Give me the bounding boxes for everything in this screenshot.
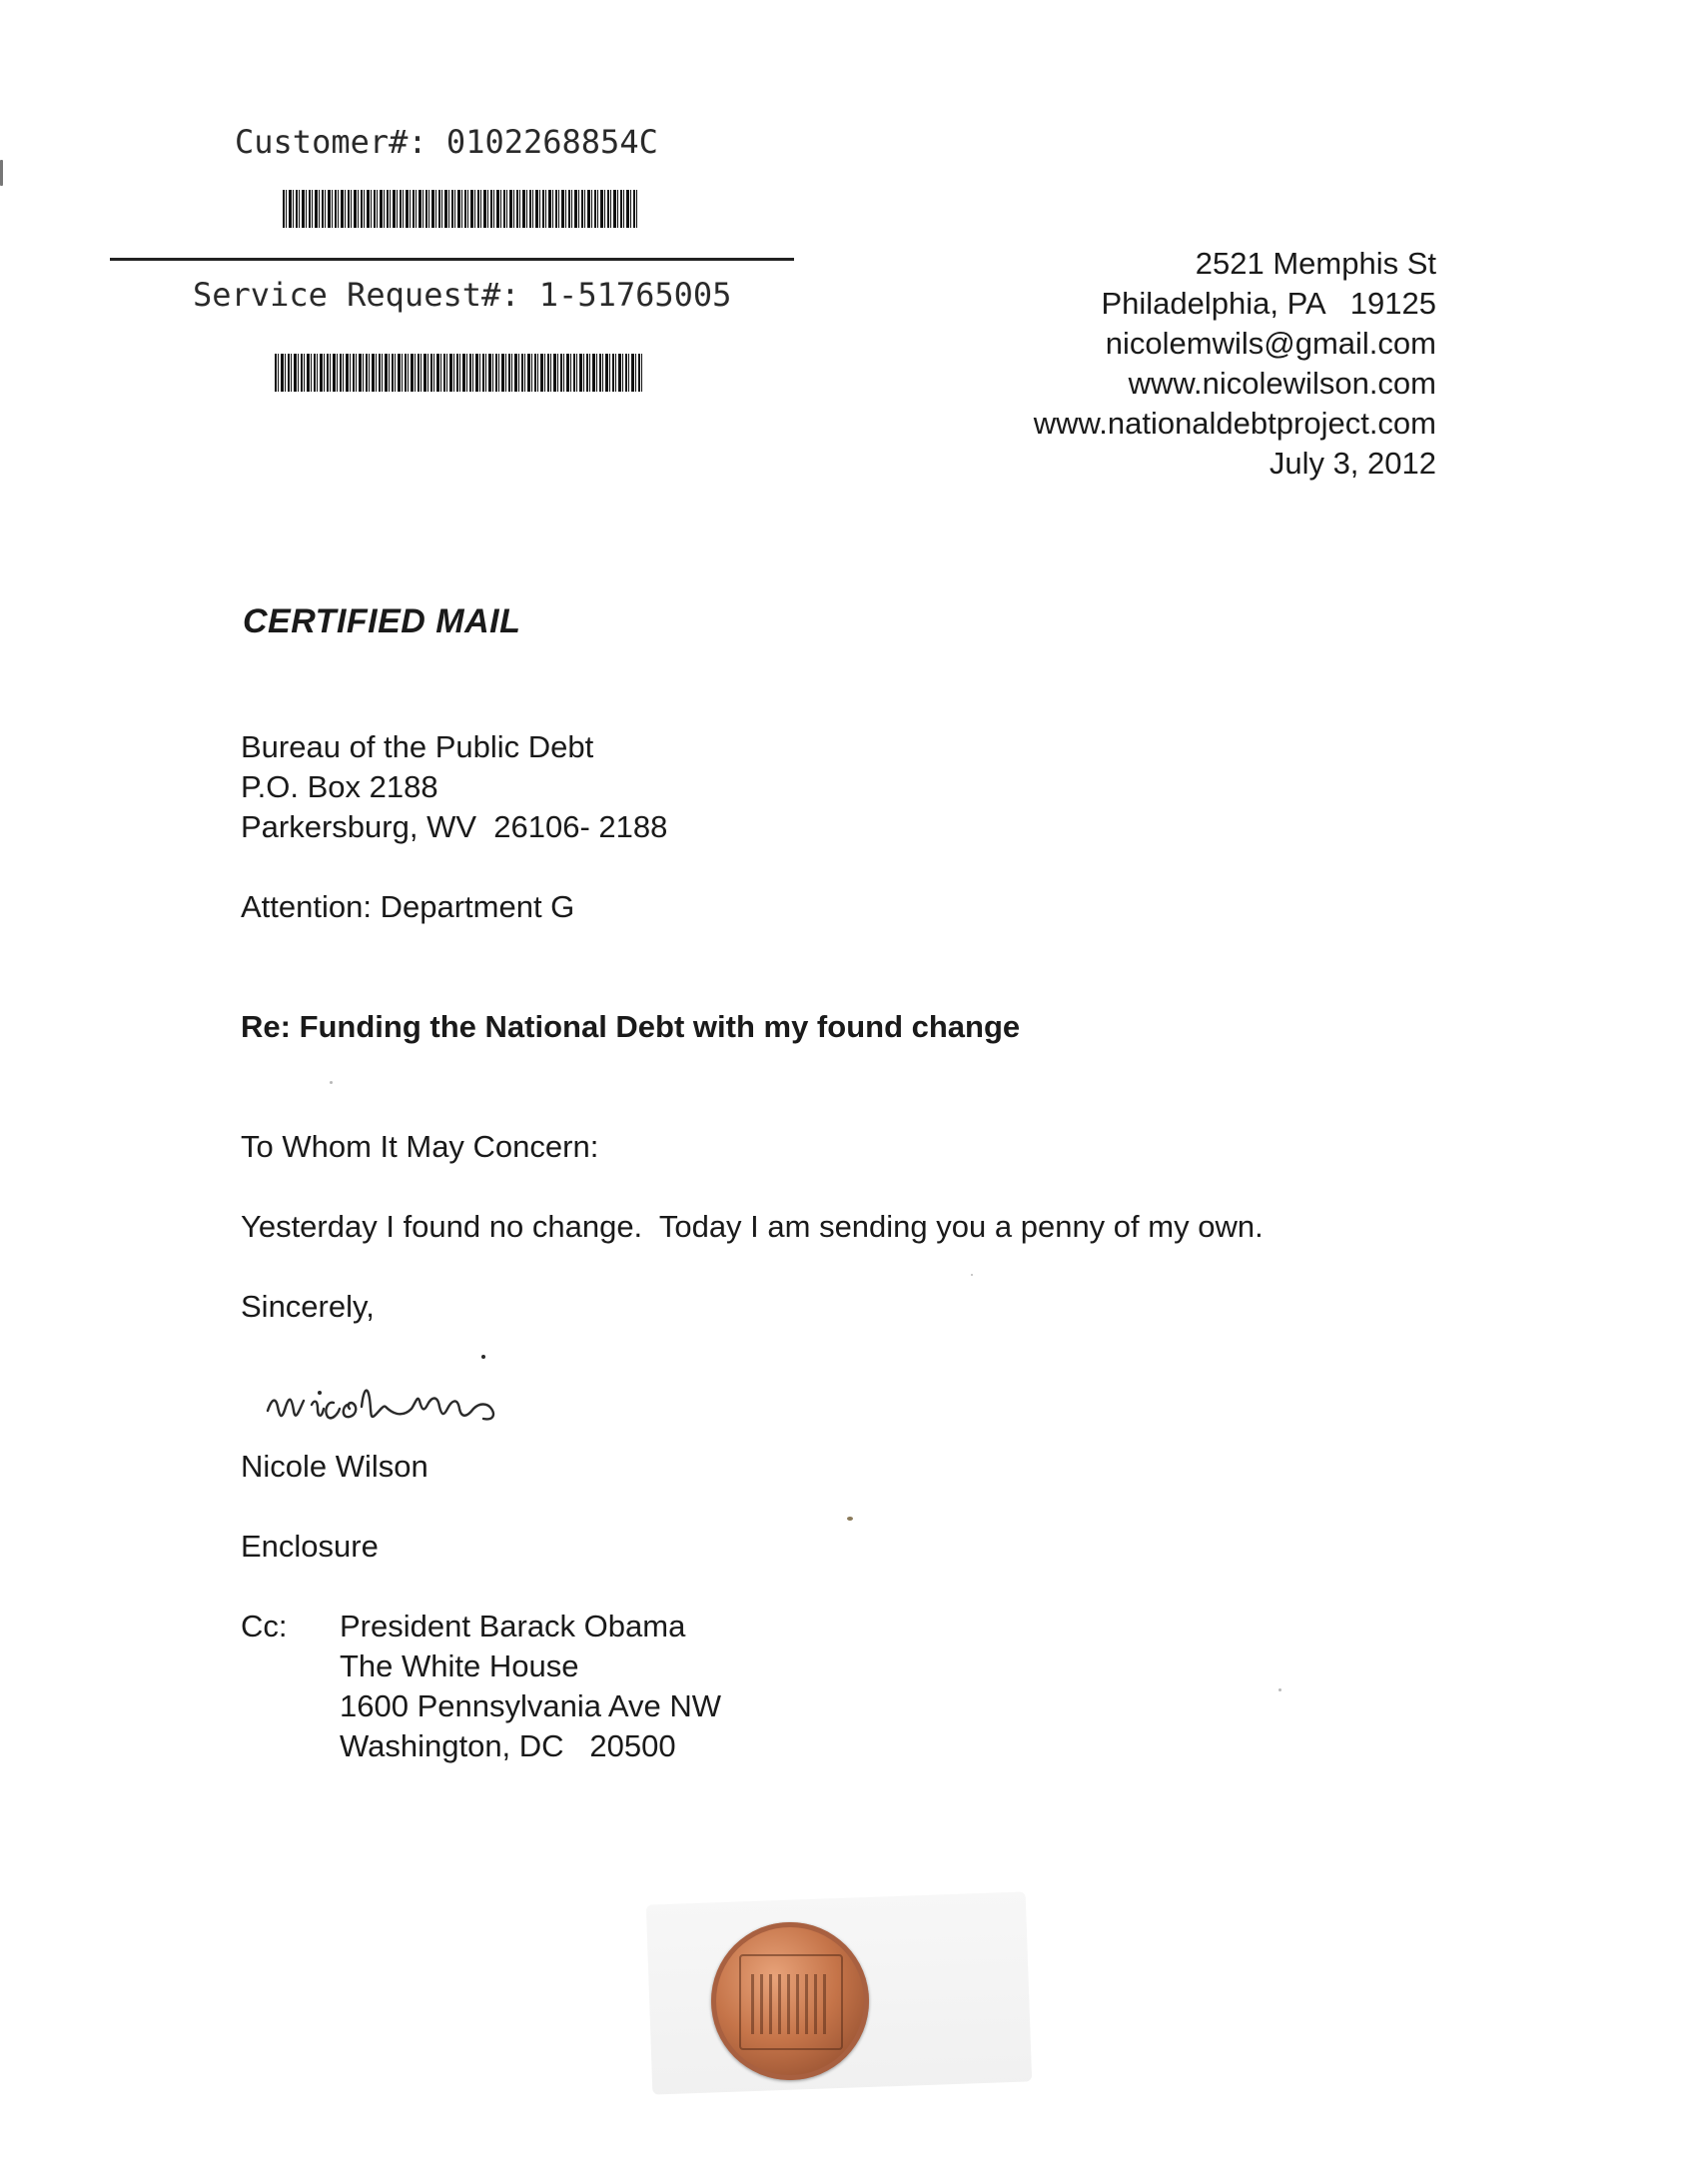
divider-line	[110, 258, 794, 261]
letter-date: July 3, 2012	[1269, 446, 1436, 481]
sender-street: 2521 Memphis St	[1195, 246, 1436, 281]
subject-line: Re: Funding the National Debt with my found change	[241, 1009, 1021, 1044]
recipient-name: Bureau of the Public Debt	[241, 729, 594, 764]
cc-line: President Barack Obama	[340, 1609, 686, 1643]
attention-line: Attention: Department G	[241, 889, 575, 924]
scan-speck	[330, 1081, 333, 1084]
sender-website: www.nicolewilson.com	[1128, 366, 1436, 401]
service-request-number: Service Request#: 1-51765005	[193, 276, 732, 314]
cc-label: Cc:	[241, 1609, 288, 1643]
cc-line: 1600 Pennsylvania Ave NW	[340, 1688, 721, 1723]
salutation: To Whom It May Concern:	[241, 1129, 599, 1164]
sender-project-website: www.nationaldebtproject.com	[1033, 406, 1436, 441]
cc-line: The White House	[340, 1648, 579, 1683]
penny-coin-icon	[711, 1922, 869, 2080]
signer-name: Nicole Wilson	[241, 1449, 428, 1484]
service-request-barcode	[275, 354, 642, 392]
certified-mail-heading: CERTIFIED MAIL	[243, 602, 521, 640]
handwritten-signature	[262, 1349, 601, 1439]
scan-speck	[971, 1274, 973, 1276]
scan-speck	[1278, 1688, 1281, 1691]
customer-barcode	[283, 190, 639, 228]
scan-speck	[0, 160, 3, 186]
cc-line: Washington, DC 20500	[340, 1728, 676, 1763]
scan-speck	[847, 1517, 853, 1521]
recipient-po-box: P.O. Box 2188	[241, 769, 438, 804]
recipient-city: Parkersburg, WV 26106- 2188	[241, 809, 668, 844]
sender-email: nicolemwils@gmail.com	[1105, 326, 1436, 361]
sender-city: Philadelphia, PA 19125	[1101, 286, 1436, 321]
closing: Sincerely,	[241, 1289, 375, 1324]
letter-body: Yesterday I found no change. Today I am sending you a penny of my own.	[241, 1209, 1264, 1244]
enclosure-note: Enclosure	[241, 1529, 379, 1564]
customer-number: Customer#: 0102268854C	[235, 123, 658, 161]
lincoln-memorial-icon	[739, 1954, 843, 2050]
